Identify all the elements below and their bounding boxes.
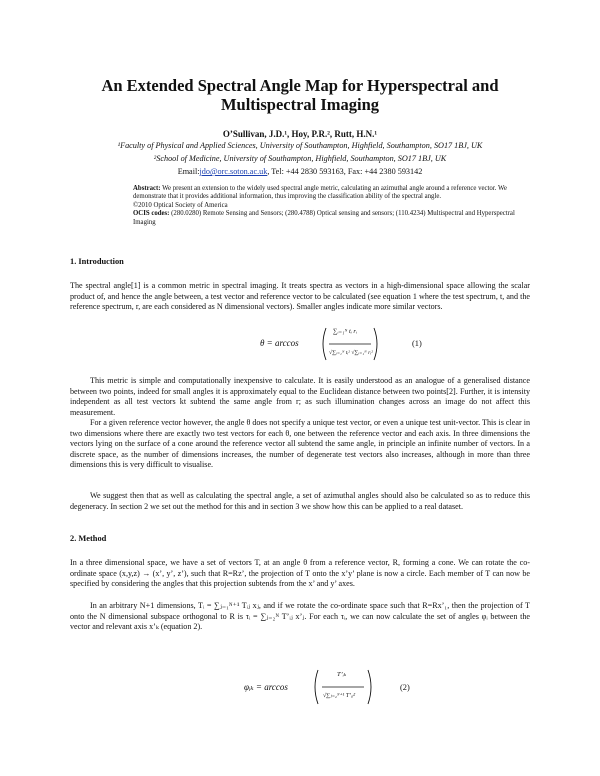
abstract-text: We present an extension to the widely used spectral angle metric, calculating an azimuthal angle around a reference vector. We demonstrate that it provides additional information, thus improving the classification ability of the spectral angle. — [133, 185, 507, 201]
equation-2-denominator: √∑ⱼ₌₂ᴺ⁺¹ T’ᵢⱼ² — [323, 693, 356, 699]
abstract-label: Abstract: — [133, 185, 161, 192]
email-link[interactable]: jdo@orc.soton.ac.uk — [199, 167, 268, 176]
intro-paragraph-2: This metric is simple and computationally inexpensive to calculate. It is easily understood as an analogue of a generalised distance between two points, indeed for small angles it is approximately equal to the Euclidean distance between two points[2]. Further, it is intensity independent as all test vectors kt subtend the same angle from r; as such illumination changes across an image do not affect this measurement. — [70, 376, 530, 417]
author-list: O’Sullivan, J.D.¹, Hoy, P.R.², Rutt, H.N.¹ — [222, 129, 378, 139]
section-heading-introduction: 1. Introduction — [70, 257, 124, 266]
copyright-notice: ©2010 Optical Society of America — [133, 201, 228, 209]
email-prefix: Email: — [177, 167, 200, 176]
paper-title — [60, 76, 540, 114]
affiliation-2: ²School of Medicine, University of Southampton, Highfield, Southampton, SO17 1BJ, UK — [153, 154, 447, 163]
ocis-label: OCIS codes: — [133, 210, 170, 218]
title-line-2: Multispectral Imaging — [220, 95, 380, 114]
contact-line — [40, 167, 560, 177]
intro-paragraph-1: The spectral angle[1] is a common metric in spectral imaging. It treats spectra as vectors in a high-dimensional space allowing the scalar product of, and hence the angle between, a test vector and reference vector to be calculated (see equation 1 where the test spectrum, t, and the reference spectrum, r, are each considered as N dimensional vectors). Smaller angles indicate more similar vectors. — [70, 281, 530, 311]
method-paragraph-2: In an arbitrary N+1 dimensions, Tᵢ = ∑ⱼ₌₁ᴺ⁺¹ Tᵢⱼ xⱼ, and if we rotate the co-ordinate space such that R=Rx’₁, then the projection of T onto the N dimensional subspace orthogonal to R is τᵢ = ∑ⱼ₌₂ᴺ T’ᵢⱼ x’ⱼ. For each τᵢ, we can now calculate the set of angles φᵢ between the vector and relevant axis x’ₖ (equation 2). — [70, 601, 530, 631]
equation-2-numerator: T’ᵢₖ — [337, 671, 347, 678]
equation-1-number: (1) — [412, 339, 422, 348]
abstract-block — [133, 185, 523, 227]
ocis-codes — [133, 210, 523, 227]
intro-paragraph-3: For a given reference vector however, the angle θ does not specify a unique test vector, or even a unique test unit-vector. This is clear in two dimensions where there are exactly two test vectors for each θ, one between the reference vector and each axis. In three dimensions the vectors lying on the surface of a cone around the reference vector all subtend the same angle, in principle an infinite number of vectors. In a discrete space, as the number of dimensions increases, the number of degenerate test vectors also increases, although in more than three dimensions this is very difficult to visualise. — [70, 418, 530, 469]
equation-1-numerator: ∑ᵢ₌₁ᴺ tᵢ rᵢ — [333, 328, 357, 335]
section-heading-method: 2. Method — [70, 534, 107, 543]
equation-2-number: (2) — [400, 683, 410, 692]
equation-1-denominator: √∑ᵢ₌₁ᴺ tᵢ² √∑ᵢ₌₁ᴺ rᵢ² — [329, 350, 373, 356]
title-line-1: An Extended Spectral Angle Map for Hyperspectral and — [101, 76, 499, 95]
intro-paragraph-4: We suggest then that as well as calculating the spectral angle, a set of azimuthal angles should also be calculated so as to reduce this degeneracy. In section 2 we set out the method for this and in section 3 we show how this can be applied to a real dataset. — [70, 491, 530, 511]
equation-1-lhs: θ = arccos — [260, 338, 299, 348]
affiliation-1: ¹Faculty of Physical and Applied Sciences, University of Southampton, Highfield, Southampton, SO17 1BJ, UK — [117, 141, 483, 150]
ocis-text: (280.0280) Remote Sensing and Sensors; (280.4788) Optical sensing and sensors; (110.4234) Multispectral and Hyperspectral Imaging — [133, 210, 515, 226]
contact-phone-fax: , Tel: +44 2830 593163, Fax: +44 2380 593142 — [267, 167, 423, 176]
abstract-paragraph — [133, 185, 523, 202]
equation-2-lhs: φᵢₖ = arccos — [244, 682, 288, 692]
method-paragraph-1: In a three dimensional space, we have a set of vectors T, at an angle θ from a reference vector, R, forming a cone. We can rotate the co-ordinate space (x,y,z) → (x’, y’, z’), such that R=Rz’, the projection of T onto the x’y’ plane is now a circle. Each member of T can now be specified by considering the angles that this projection subtends from the x’ and y’ axes. — [70, 558, 530, 588]
